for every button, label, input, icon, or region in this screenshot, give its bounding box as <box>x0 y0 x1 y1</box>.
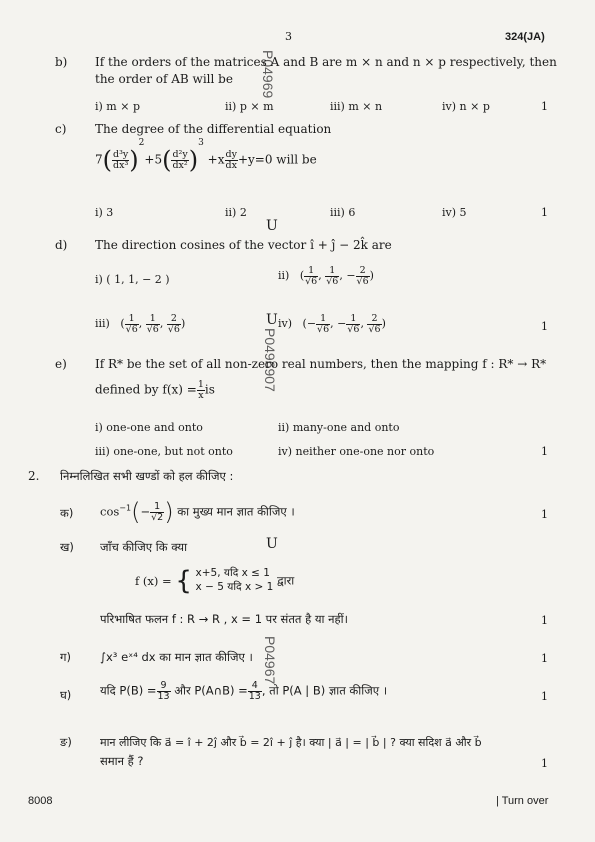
case-2: x − 5 यदि x > 1 <box>195 581 274 593</box>
subquestion-text: परिभाषित फलन f : R → R , x = 1 पर संतत है या नहीं। <box>100 612 348 626</box>
option-4: iv) 5 <box>442 206 467 219</box>
option-1: i) ( 1, 1, − 2 ) <box>95 273 170 286</box>
marks: 1 <box>541 206 548 219</box>
question-heading: निम्नलिखित सभी खण्डों को हल कीजिए : <box>60 469 234 483</box>
vector: î + ĵ − 2k̂ <box>310 238 368 252</box>
question-label: c) <box>55 122 67 136</box>
subquestion-label: ग) <box>60 650 71 664</box>
subquestion-text: $\cos^{-1}(-$ $\frac{1}{√2}$ ) का मुख्य मान ज्ञात कीजिए । <box>100 498 295 526</box>
page-number: 3 <box>285 30 292 43</box>
differential-equation: 7( $\frac{\text{d³y}}{\text{dx³}}$ )$^2$+5( $\frac{\text{d²y}}{\text{dx²}}$ )$^3$ +x $\frac{dy}{dx}$ +y=0 will be <box>95 137 317 174</box>
option-4: iv) (− $\frac{1}{√6}$ , − $\frac{1}{√6}$ , $\frac{2}{√6}$ ) <box>278 313 386 335</box>
option-2: ii) ( $\frac{1}{√6}$ , $\frac{1}{√6}$ , − $\frac{2}{√6}$ ) <box>278 265 374 287</box>
question-text: the order of AB will be <box>95 72 233 86</box>
marks: 1 <box>541 320 548 333</box>
option-2: ii) p × m <box>225 100 274 113</box>
subquestion-text: यदि P(B) = $\frac{9}{13}$ और P(A∩B) = $\frac{4}{13}$ , तो P(A | B) ज्ञात कीजिए । <box>100 680 388 702</box>
question-text: defined by f(x) = $\frac{1}{x}$ is <box>95 379 215 401</box>
subquestion-label: ङ) <box>60 735 72 749</box>
subquestion-text: मान लीजिए कि a⃗ = î + 2ĵ और b⃗ = 2î + ĵ है। क्या | a⃗ | = | b⃗ | ? क्या सदिश a⃗ और b⃗ <box>100 736 482 749</box>
option-2: ii) 2 <box>225 206 247 219</box>
question-label: d) <box>55 238 68 252</box>
footer-code: 8008 <box>28 795 53 807</box>
watermark-mark: U <box>266 218 278 234</box>
question-number: 2. <box>28 469 40 483</box>
option-1: i) 3 <box>95 206 114 219</box>
eq-term: +5 <box>144 152 163 167</box>
turn-over: | Turn over <box>496 795 549 807</box>
question-label: b) <box>55 55 68 69</box>
paper-code: 324(JA) <box>505 31 545 43</box>
subquestion-label: ख) <box>60 540 74 554</box>
subquestion-label: घ) <box>60 688 72 702</box>
subquestion-label: क) <box>60 506 74 520</box>
marks: 1 <box>541 757 548 770</box>
watermark-mark: U <box>266 536 278 552</box>
option-4: iv) neither one-one nor onto <box>278 445 435 458</box>
marks: 1 <box>541 100 548 113</box>
marks: 1 <box>541 690 548 703</box>
question-text: The degree of the differential equation <box>95 122 332 136</box>
option-3: iii) ( $\frac{1}{√6}$ , $\frac{1}{√6}$ , $\frac{2}{√6}$ ) <box>95 313 186 335</box>
eq-coefficient: 7 <box>95 152 103 167</box>
option-1: i) m × p <box>95 100 140 113</box>
subquestion-text: ∫x³ eˣ⁴ dx का मान ज्ञात कीजिए । <box>100 650 253 664</box>
option-4: iv) n × p <box>442 100 490 113</box>
option-3: iii) m × n <box>330 100 383 113</box>
subquestion-text: समान हैं ? <box>100 754 144 768</box>
question-text: The direction cosines of the vector î + ĵ − 2k̂ are <box>95 238 392 252</box>
marks: 1 <box>541 614 548 627</box>
subquestion-text: जाँच कीजिए कि क्या <box>100 540 188 554</box>
question-text: If R* be the set of all non-zero real numbers, then the mapping f : R* → R* <box>95 357 547 371</box>
marks: 1 <box>541 508 548 521</box>
marks: 1 <box>541 445 548 458</box>
piecewise-function: f (x) = { x+5, यदि x ≤ 1 x − 5 यदि x > 1 द्वारा <box>135 566 295 596</box>
eq-term: +x <box>207 152 225 167</box>
question-text: If the orders of the matrices A and B are m × n and n × p respectively, then <box>95 55 557 69</box>
option-1: i) one-one and onto <box>95 421 203 434</box>
watermark-code-1: P04969 <box>260 50 276 99</box>
question-label: e) <box>55 357 67 371</box>
watermark-mark: U <box>266 312 278 328</box>
eq-tail: +y=0 will be <box>237 152 317 167</box>
option-2: ii) many-one and onto <box>278 421 400 434</box>
option-3: iii) 6 <box>330 206 356 219</box>
option-3: iii) one-one, but not onto <box>95 445 233 458</box>
watermark-code-3: P04967 <box>262 636 278 685</box>
case-1: x+5, यदि x ≤ 1 <box>195 567 270 580</box>
watermark-code-2: P0496907 <box>262 328 278 392</box>
marks: 1 <box>541 652 548 665</box>
